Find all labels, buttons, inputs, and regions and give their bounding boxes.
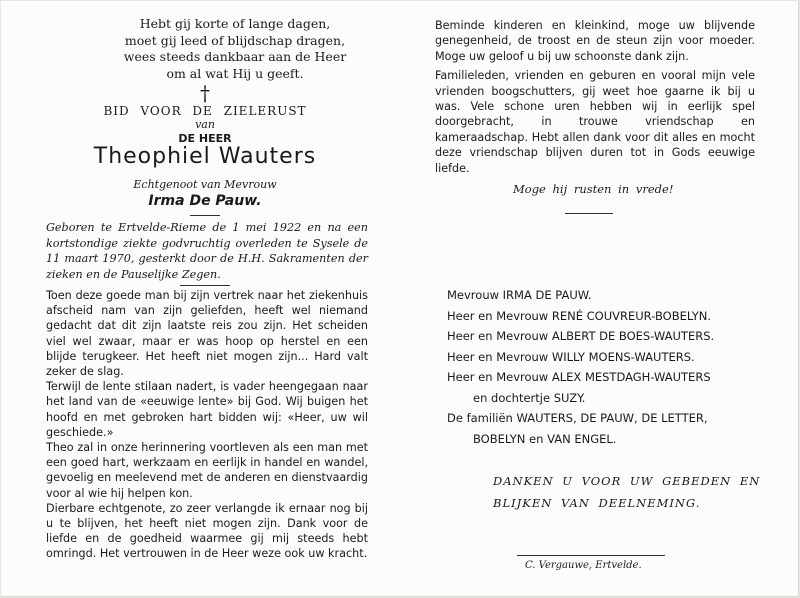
rest-in-peace: Moge hij rusten in vrede! [513,182,674,196]
farewell-paragraph: Beminde kinderen en kleinkind, moge uw blijvende genegenheid, de troost en de steun zijn voor moeder. Moge uw geloof u bij uw schoonste dank zijn. [435,19,755,63]
cross-icon: † [200,81,210,105]
family-line: BOBELYN en VAN ENGEL. [473,431,617,446]
family-line: Heer en Mevrouw ALEX MESTDAGH-WAUTERS [447,370,711,384]
eulogy-paragraph: Terwijl de lente stilaan nadert, is vader heengegaan naar het land van de «eeuwige lente» bij God. Wij buigen het hoofd en met gebroken hart bidden wij: «Heer, uw wil geschiede.» [46,380,368,439]
spouse-label: Echtgenoot van Mevrouw [133,178,277,191]
family-list [447,285,777,449]
family-line: Mevrouw IRMA DE PAUW. [447,288,592,302]
poem [110,16,360,82]
title-de-heer: DE HEER [178,132,232,145]
thanks-line: BLIJKEN VAN DEELNEMING. [493,496,701,510]
farewell-paragraph: Familieleden, vrienden en geburen en vooral mijn vele vrienden boogschutters, gij weet hoe gaarne ik bij u was. Vele schone uren hebben wij in eerlijk spel doorgebracht, in trouwe vriendschap en kameraadschap. Hebt allen dank voor dit alles en mocht deze vriendschap blijven duren tot in Gods eeuwige liefde. [435,69,755,175]
spouse-name: Irma De Pauw. [148,193,262,209]
divider [180,285,230,286]
prayer-heading: BID VOOR DE ZIELERUST [103,104,307,118]
eulogy-paragraph: Toen deze goede man bij zijn vertrek naar het ziekenhuis afscheid nam van zijn geliefden, heeft wel niemand gedacht dat dit zijn laatste reis zou zijn. Het scheiden viel wel zwaar, maar er was hoop op herstel en een blijde terugkeer. Het heeft niet mogen zijn... Hard valt zeker de slag. [46,289,368,379]
eulogy-paragraph: Theo zal in onze herinnering voortleven als een man met een goed hart, werkzaam en eerlijk in handel en wandel, gevoelig en meelevend met de anderen en dienstvaardig voor al wie hij helpen kon. [46,441,368,500]
divider [565,213,613,214]
divider [517,555,665,556]
eulogy-paragraph: Dierbare echtgenote, zo zeer verlangde ik ernaar nog bij u te blijven, het heeft niet mogen zijn. Dank voor de liefde en de goedheid waarmee gij mij steeds hebt omringd. Het vertrouwen in de Heer weze ook uw kracht. [46,501,368,561]
thanks-text [493,470,773,514]
deceased-name: Theophiel Wauters [93,144,317,169]
family-line: Heer en Mevrouw RENÉ COUVREUR-BOBELYN. [447,308,712,323]
family-line: Heer en Mevrouw ALBERT DE BOES-WAUTERS. [447,329,715,343]
family-line: De familiën WAUTERS, DE PAUW, DE LETTER, [447,411,708,425]
farewell-text [435,18,755,180]
family-line: Heer en Mevrouw WILLY MOENS-WAUTERS. [447,349,695,364]
eulogy-text [46,288,368,562]
printer-credit: C. Vergauwe, Ertvelde. [525,560,642,571]
van-label: van [195,118,215,131]
poem-line: moet gij leed of blijdschap dragen, [124,32,346,48]
poem-line: om al wat Hij u geeft. [166,65,304,81]
poem-line: wees steeds dankbaar aan de Heer [123,49,347,64]
divider [190,215,220,216]
birth-death-text: Geboren te Ertvelde-Rieme de 1 mei 1922 en na een kortstondige ziekte godvruchtig overleden te Sysele de 11 maart 1970, gesterkt door de H.H. Sakramenten der zieken en de Pauselijke Zegen. [46,221,368,281]
poem-line: Hebt gij korte of lange dagen, [139,16,331,31]
family-line: en dochtertje SUZY. [473,390,586,405]
thanks-line: DANKEN U VOOR UW GEBEDEN EN [493,474,761,488]
